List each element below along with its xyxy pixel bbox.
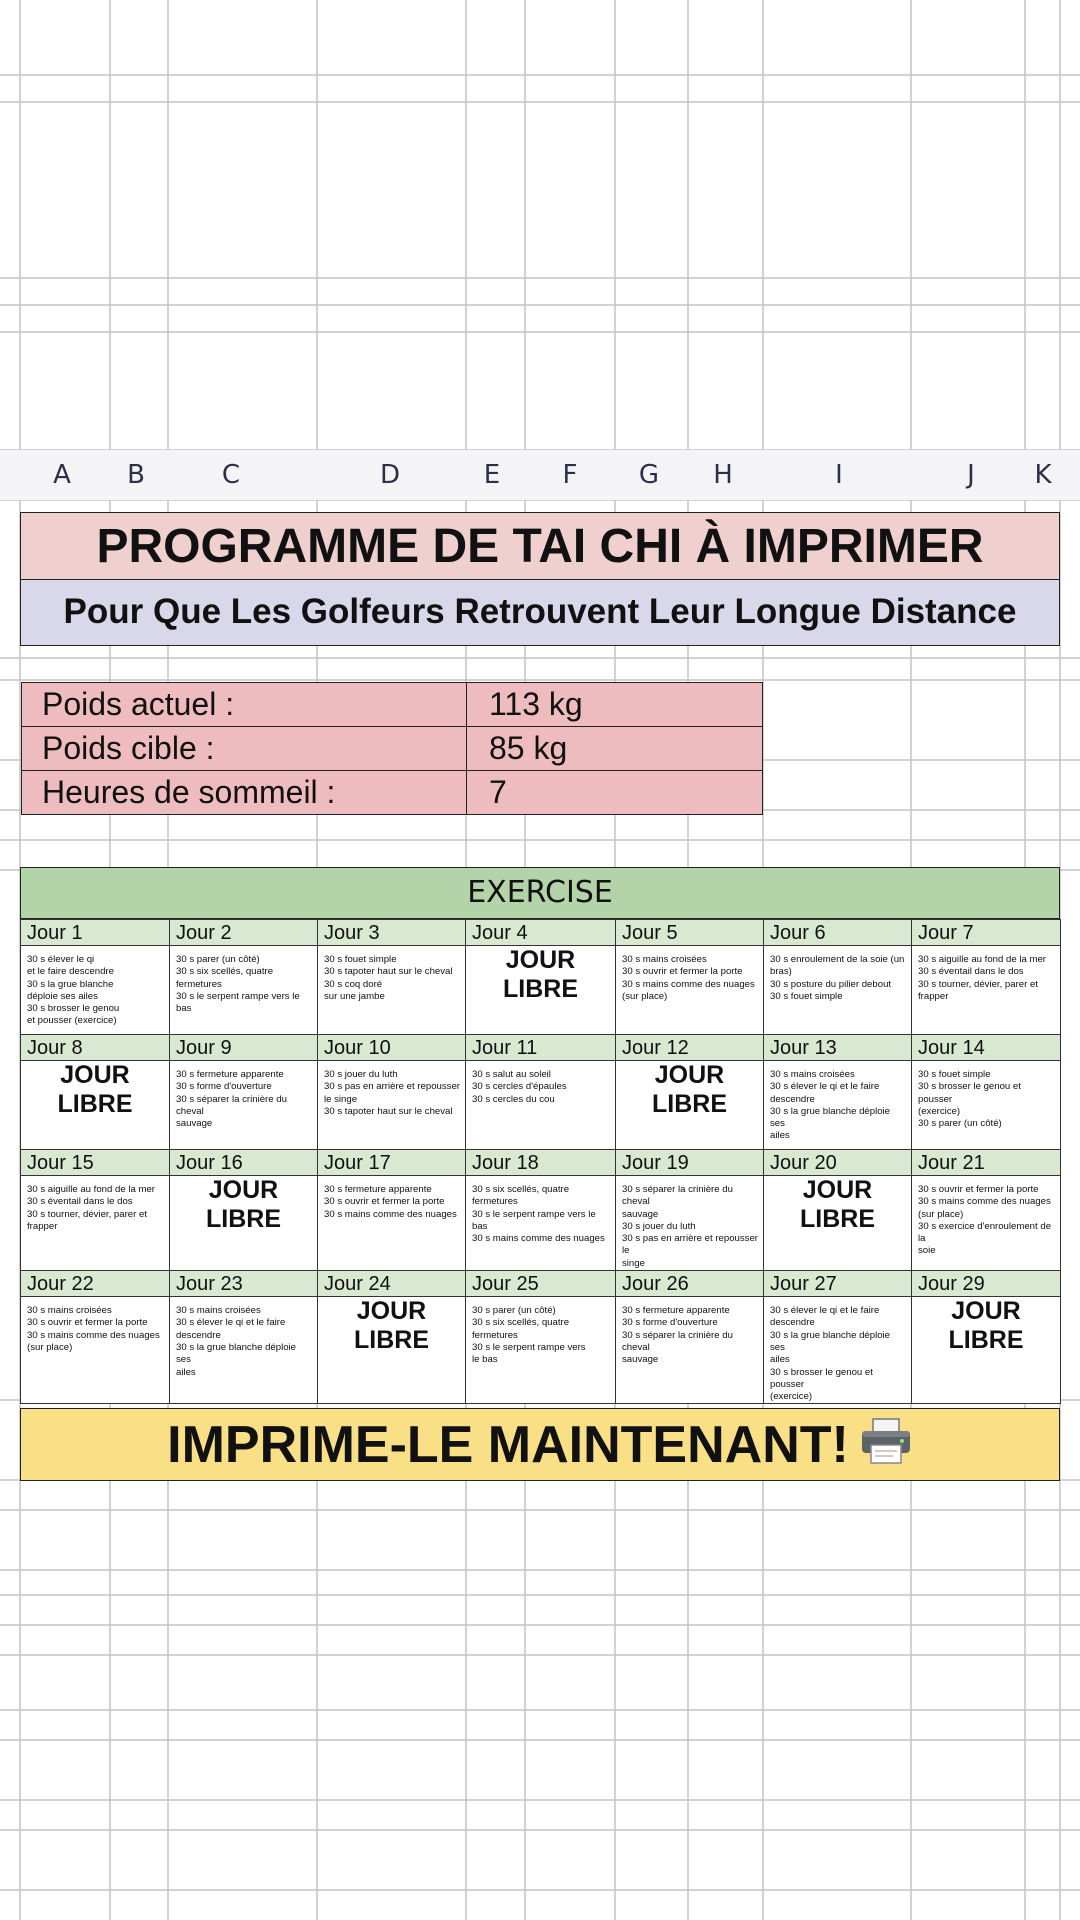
exercise-text: 30 s fermeture apparente 30 s ouvrir et fermer la porte 30 s mains comme des nuages	[324, 1184, 457, 1220]
day-label[interactable]: Jour 27	[764, 1271, 912, 1297]
day-label[interactable]: Jour 3	[318, 920, 466, 946]
exercise-cell[interactable]	[616, 1176, 764, 1271]
day-label[interactable]: Jour 17	[318, 1150, 466, 1176]
column-header-c[interactable]: C	[221, 460, 241, 490]
exercise-text: 30 s élever le qi et le faire descendre 30 s la grue blanche déploie ses ailes 30 s brosser le genou et pousser (exercice)	[27, 954, 120, 1027]
exercise-cell[interactable]	[170, 946, 318, 1035]
exercise-text: 30 s salut au soleil 30 s cercles d'épaules 30 s cercles du cou	[472, 1069, 567, 1105]
exercise-cell[interactable]	[466, 1176, 616, 1271]
day-label[interactable]: Jour 23	[170, 1271, 318, 1297]
day-label[interactable]: Jour 20	[764, 1150, 912, 1176]
column-header-bar	[0, 450, 1080, 500]
page-title: PROGRAMME DE TAI CHI À IMPRIMER	[20, 512, 1060, 580]
exercise-text: 30 s fouet simple 30 s tapoter haut sur le cheval 30 s coq doré sur une jambe	[324, 954, 453, 1002]
exercise-text: 30 s jouer du luth 30 s pas en arrière et repousser le singe 30 s tapoter haut sur le cheval	[324, 1069, 460, 1117]
print-now-label: IMPRIME-LE MAINTENANT!	[167, 1416, 849, 1474]
day-label[interactable]: Jour 11	[466, 1035, 616, 1061]
exercise-cell[interactable]	[912, 946, 1061, 1035]
free-day-cell[interactable]	[466, 946, 616, 1035]
column-header-g[interactable]: G	[638, 460, 660, 490]
exercise-text: 30 s parer (un côté) 30 s six scellés, quatre fermetures 30 s le serpent rampe vers le bas	[176, 954, 300, 1015]
free-day-label: JOUR LIBRE	[948, 1297, 1024, 1355]
day-header-row	[21, 920, 1061, 946]
day-label[interactable]: Jour 24	[318, 1271, 466, 1297]
day-label[interactable]: Jour 21	[912, 1150, 1061, 1176]
free-day-label: JOUR LIBRE	[206, 1176, 281, 1233]
exercise-text: 30 s mains croisées 30 s élever le qi et le faire descendre 30 s la grue blanche déploie ses ailes	[770, 1069, 891, 1142]
free-day-label: JOUR LIBRE	[57, 1061, 133, 1118]
exercise-cell[interactable]	[616, 946, 764, 1035]
day-label[interactable]: Jour 19	[616, 1150, 764, 1176]
stat-row-current-weight	[22, 683, 763, 727]
day-label[interactable]: Jour 15	[21, 1150, 170, 1176]
exercise-cell[interactable]	[466, 1061, 616, 1150]
free-day-label: JOUR LIBRE	[652, 1061, 727, 1118]
exercise-text: 30 s enroulement de la soie (un bras) 30 s posture du pilier debout 30 s fouet simple	[770, 954, 905, 1002]
exercise-header: EXERCISE	[20, 867, 1060, 919]
free-day-cell[interactable]	[21, 1061, 170, 1150]
exercise-cell[interactable]	[764, 1297, 912, 1404]
stat-row-sleep-hours	[22, 771, 763, 815]
exercise-text: 30 s mains croisées 30 s élever le qi et le faire descendre 30 s la grue blanche déploie ses ailes	[176, 1305, 297, 1378]
column-header-a[interactable]: A	[53, 460, 71, 490]
day-label[interactable]: Jour 4	[466, 920, 616, 946]
column-header-e[interactable]: E	[483, 460, 501, 490]
exercise-text: 30 s aiguille au fond de la mer 30 s éventail dans le dos 30 s tourner, dévier, parer et frapper	[27, 1184, 155, 1232]
exercise-cell[interactable]	[466, 1297, 616, 1404]
column-header-f[interactable]: F	[562, 460, 578, 490]
stats-table	[21, 682, 763, 815]
day-label[interactable]: Jour 5	[616, 920, 764, 946]
exercise-text: 30 s aiguille au fond de la mer 30 s éventail dans le dos 30 s tourner, dévier, parer et frapper	[918, 954, 1046, 1002]
day-label[interactable]: Jour 8	[21, 1035, 170, 1061]
day-label[interactable]: Jour 13	[764, 1035, 912, 1061]
day-content-row	[21, 946, 1061, 1035]
exercise-cell[interactable]	[21, 1297, 170, 1404]
stat-label[interactable]: Poids cible :	[22, 727, 467, 771]
calendar-table	[20, 919, 1061, 1404]
column-header-b[interactable]: B	[127, 460, 145, 490]
exercise-cell[interactable]	[21, 1176, 170, 1271]
exercise-cell[interactable]	[318, 946, 466, 1035]
stat-value[interactable]: 7	[467, 771, 763, 815]
free-day-label: JOUR LIBRE	[503, 946, 578, 1003]
exercise-text: 30 s six scellés, quatre fermetures 30 s le serpent rampe vers le bas 30 s mains comme des nuages	[472, 1184, 605, 1245]
free-day-cell[interactable]	[764, 1176, 912, 1271]
day-label[interactable]: Jour 29	[912, 1271, 1061, 1297]
day-label[interactable]: Jour 26	[616, 1271, 764, 1297]
day-content-row	[21, 1176, 1061, 1271]
column-header-h[interactable]: H	[713, 460, 733, 490]
exercise-text: 30 s fouet simple 30 s brosser le genou et pousser (exercice) 30 s parer (un côté)	[918, 1069, 1021, 1130]
day-label[interactable]: Jour 16	[170, 1150, 318, 1176]
column-header-j[interactable]: J	[967, 460, 975, 490]
print-now-banner[interactable]	[20, 1408, 1060, 1481]
column-header-i[interactable]: I	[835, 460, 843, 490]
exercise-cell[interactable]	[21, 946, 170, 1035]
exercise-cell[interactable]	[912, 1176, 1061, 1271]
page-subtitle: Pour Que Les Golfeurs Retrouvent Leur Longue Distance	[20, 580, 1060, 646]
day-header-row	[21, 1271, 1061, 1297]
exercise-cell[interactable]	[318, 1176, 466, 1271]
day-header-row	[21, 1035, 1061, 1061]
day-label[interactable]: Jour 7	[912, 920, 1061, 946]
exercise-cell[interactable]	[912, 1061, 1061, 1150]
exercise-text: 30 s mains croisées 30 s ouvrir et fermer la porte 30 s mains comme des nuages (sur place)	[622, 954, 755, 1002]
stat-row-target-weight	[22, 727, 763, 771]
stat-value[interactable]: 113 kg	[467, 683, 763, 727]
day-label[interactable]: Jour 14	[912, 1035, 1061, 1061]
exercise-cell[interactable]	[616, 1297, 764, 1404]
free-day-cell[interactable]	[912, 1297, 1061, 1404]
day-label[interactable]: Jour 25	[466, 1271, 616, 1297]
column-header-k[interactable]: K	[1034, 460, 1052, 490]
day-content-row	[21, 1061, 1061, 1150]
printer-icon	[859, 1412, 913, 1484]
day-label[interactable]: Jour 12	[616, 1035, 764, 1061]
stat-label[interactable]: Heures de sommeil :	[22, 771, 467, 815]
day-label[interactable]: Jour 9	[170, 1035, 318, 1061]
stat-label[interactable]: Poids actuel :	[22, 683, 467, 727]
exercise-text: 30 s séparer la crinière du cheval sauvage 30 s jouer du luth 30 s pas en arrière et repousser le singe	[622, 1184, 758, 1269]
day-label[interactable]: Jour 1	[21, 920, 170, 946]
day-label[interactable]: Jour 22	[21, 1271, 170, 1297]
day-header-row	[21, 1150, 1061, 1176]
exercise-cell[interactable]	[764, 1061, 912, 1150]
day-label[interactable]: Jour 6	[764, 920, 912, 946]
free-day-label: JOUR LIBRE	[800, 1176, 875, 1233]
exercise-text: 30 s fermeture apparente 30 s forme d'ouverture 30 s séparer la crinière du cheval sauvage	[622, 1305, 733, 1366]
exercise-text: 30 s ouvrir et fermer la porte 30 s mains comme des nuages (sur place) 30 s exercice d'enroulement de la soie	[918, 1184, 1052, 1257]
day-label[interactable]: Jour 2	[170, 920, 318, 946]
exercise-cell[interactable]	[318, 1061, 466, 1150]
exercise-text: 30 s mains croisées 30 s ouvrir et fermer la porte 30 s mains comme des nuages (sur place)	[27, 1305, 160, 1353]
free-day-cell[interactable]	[318, 1297, 466, 1404]
free-day-cell[interactable]	[170, 1176, 318, 1271]
day-label[interactable]: Jour 10	[318, 1035, 466, 1061]
free-day-label: JOUR LIBRE	[354, 1297, 429, 1355]
day-label[interactable]: Jour 18	[466, 1150, 616, 1176]
exercise-cell[interactable]	[764, 946, 912, 1035]
free-day-cell[interactable]	[616, 1061, 764, 1150]
exercise-text: 30 s fermeture apparente 30 s forme d'ouverture 30 s séparer la crinière du cheval sauvage	[176, 1069, 287, 1130]
day-content-row	[21, 1297, 1061, 1404]
exercise-text: 30 s élever le qi et le faire descendre 30 s la grue blanche déploie ses ailes 30 s brosser le genou et pousser (exercice)	[770, 1305, 891, 1403]
column-header-d[interactable]: D	[379, 460, 401, 490]
exercise-cell[interactable]	[170, 1061, 318, 1150]
stat-value[interactable]: 85 kg	[467, 727, 763, 771]
exercise-cell[interactable]	[170, 1297, 318, 1404]
exercise-text: 30 s parer (un côté) 30 s six scellés, quatre fermetures 30 s le serpent rampe vers le bas	[472, 1305, 586, 1366]
